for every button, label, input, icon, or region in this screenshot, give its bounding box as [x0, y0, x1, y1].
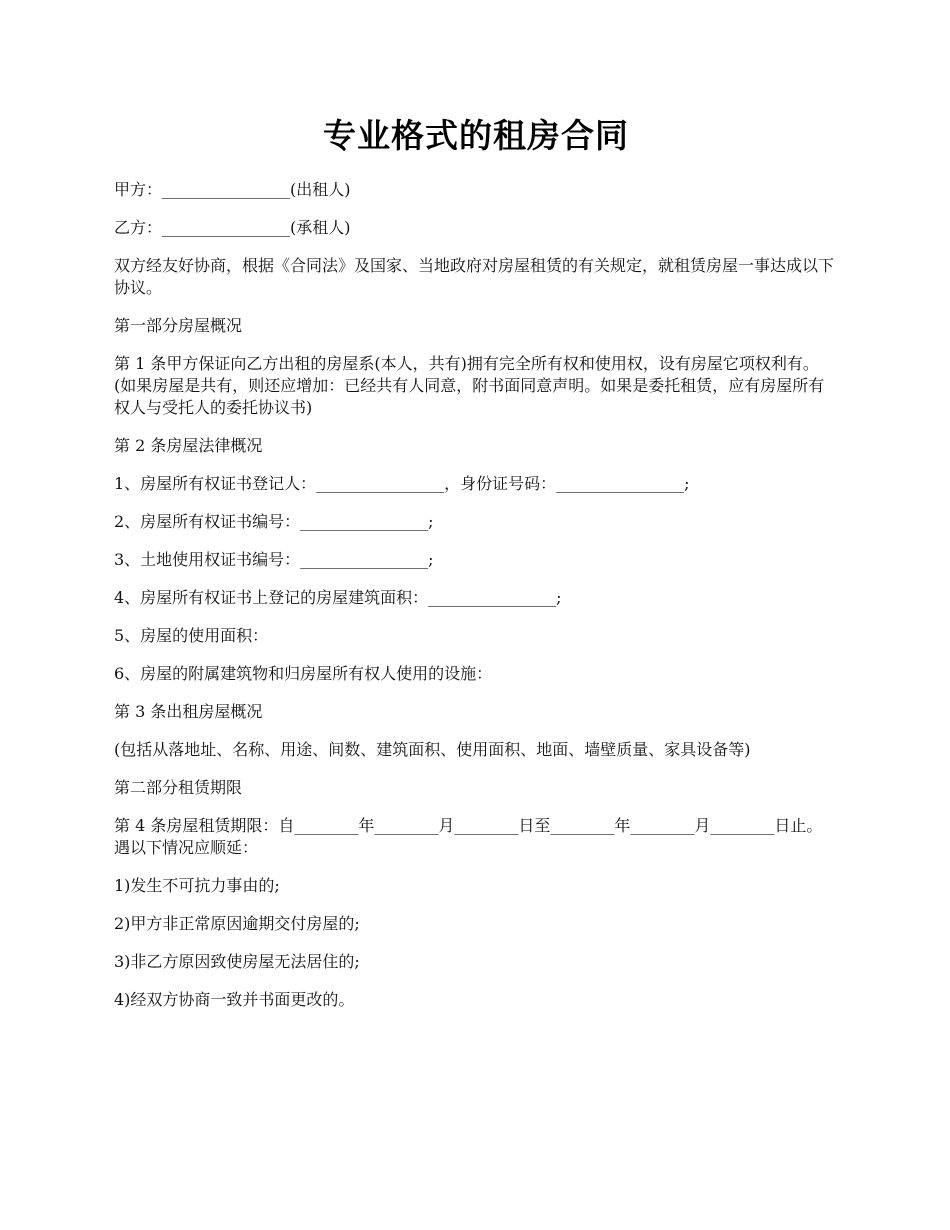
article-1-paragraph: 第 1 条甲方保证向乙方出租的房屋系(本人，共有)拥有完全所有权和使用权，设有房屋它项权利有。(如果房屋是共有，则还应增加：已经共有人同意，附书面同意声明。如果是委托租赁，应有房屋所有权人与受托人的委托协议书): [114, 354, 825, 417]
clause-2-4: 4、房屋所有权证书上登记的房屋建筑面积：________________;: [114, 588, 562, 607]
document-page: [114, 0, 838, 1027]
section-heading-part-2: 第二部分租赁期限: [114, 778, 243, 797]
extension-item-2: 2)甲方非正常原因逾期交付房屋的;: [114, 914, 360, 933]
clause-2-5: 5、房屋的使用面积：: [114, 626, 269, 645]
section-heading-part-1: 第一部分房屋概况: [114, 316, 243, 335]
article-3-heading: 第 3 条出租房屋概况: [114, 702, 263, 721]
article-3-description: (包括从落地址、名称、用途、间数、建筑面积、使用面积、地面、墙壁质量、家具设备等): [114, 740, 751, 759]
clause-2-3: 3、土地使用权证书编号：________________;: [114, 550, 434, 569]
extension-item-4: 4)经双方协商一致并书面更改的。: [114, 990, 355, 1009]
preamble-paragraph: 双方经友好协商，根据《合同法》及国家、当地政府对房屋租赁的有关规定，就租赁房屋一事达成以下协议。: [114, 256, 835, 297]
article-4-paragraph: 第 4 条房屋租赁期限：自________年________月________日至________年________月________日止。遇以下情况应顺延：: [114, 816, 823, 857]
article-2-heading: 第 2 条房屋法律概况: [114, 436, 263, 455]
document-title: 专业格式的租房合同: [323, 116, 629, 155]
party-b-line: 乙方：________________(承租人): [114, 218, 351, 237]
clause-2-2: 2、房屋所有权证书编号：________________;: [114, 512, 434, 531]
clause-2-6: 6、房屋的附属建筑物和归房屋所有权人使用的设施：: [114, 664, 493, 683]
clause-2-1: 1、房屋所有权证书登记人：________________，身份证号码：________________;: [114, 474, 690, 493]
document-body: [114, 179, 838, 1011]
extension-item-3: 3)非乙方原因致使房屋无法居住的;: [114, 952, 360, 971]
extension-item-1: 1)发生不可抗力事由的;: [114, 876, 280, 895]
party-a-line: 甲方：________________(出租人): [114, 180, 351, 199]
